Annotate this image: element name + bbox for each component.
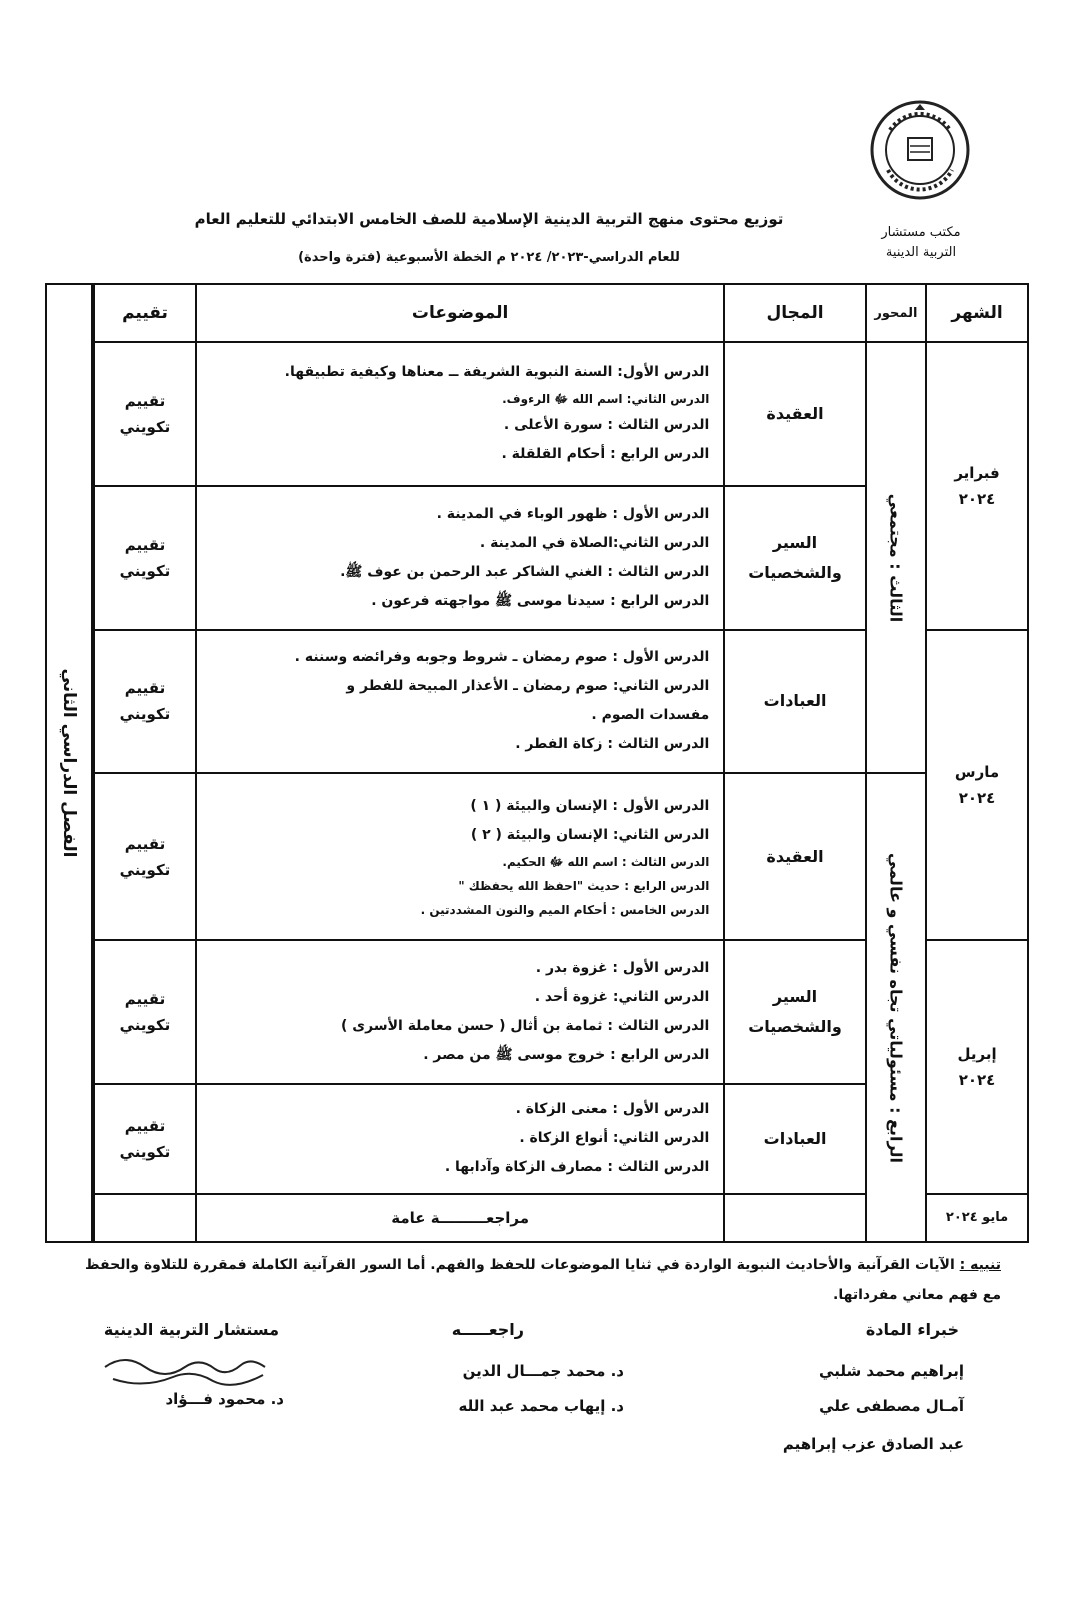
header-field: المجال <box>724 284 865 342</box>
table-header-row <box>94 284 1028 342</box>
note-text: الآيات القرآنية والأحاديث النبوية الواردة في ثنايا الموضوعات للحفظ والفهم. أما السور القرآنية الكاملة فمقررة للتلاوة والحفظ مع فهم معاني مفرداتها. <box>85 1257 1001 1303</box>
field-cell: العقيدة <box>724 342 865 486</box>
experts-title: خبراء المادة <box>865 1320 959 1339</box>
field-cell: العبادات <box>724 630 865 774</box>
field-cell: العقيدة <box>724 773 865 940</box>
header-assessment: تقييم <box>94 284 196 342</box>
table-row <box>94 342 1028 486</box>
assessment-cell: تقييم تكويني <box>94 630 196 774</box>
expert-name: عبد الصادق عزب إبراهيم <box>782 1435 964 1453</box>
month-april: إبريل ٢٠٢٤ <box>926 940 1028 1194</box>
expert-name: إبراهيم محمد شلبي <box>819 1362 964 1380</box>
ministry-seal-logo <box>868 90 972 214</box>
assessment-cell: تقييم تكويني <box>94 486 196 630</box>
reviewer-name: د. محمد جمـــال الدين <box>462 1362 624 1380</box>
advisor-title: مستشار التربية الدينية <box>103 1320 279 1339</box>
reviewer-name: د. إيهاب محمد عبد الله <box>458 1397 624 1415</box>
axis-third: الثالث : مجتمعي <box>866 342 926 773</box>
assessment-cell: تقييم تكويني <box>94 773 196 940</box>
expert-name: آمـال مصطفى علي <box>819 1397 964 1415</box>
page-title: توزيع محتوى منهج التربية الدينية الإسلامية للصف الخامس الابتدائي للتعليم العام <box>194 210 784 228</box>
table-row <box>94 773 1028 940</box>
assessment-cell: تقييم تكويني <box>94 940 196 1084</box>
header-axis: المحور <box>866 284 926 342</box>
note <box>71 1250 1001 1310</box>
topics-cell: الدرس الأول : ظهور الوباء في المدينة . الدرس الثاني:الصلاة في المدينة . الدرس الثالث : الغني الشاكر عبد الرحمن بن عوف ﷺ. الدرس الرابع : سيدنا موسى ﷺ مواجهته فرعون . <box>196 486 724 630</box>
month-may: مايو ٢٠٢٤ <box>926 1194 1028 1242</box>
note-label: تنبيه : <box>959 1257 1001 1273</box>
semester-label: الفصل الدراسي الثاني <box>45 283 93 1243</box>
advisor-name: د. محمود فـــؤاد <box>165 1390 284 1408</box>
axis-fourth: الرابع : مسئولياتي تجاه نفسي و عالمي <box>866 773 926 1242</box>
topics-cell: الدرس الأول : صوم رمضان ـ شروط وجوبه وفرائضه وسننه . الدرس الثاني: صوم رمضان ـ الأعذار المبيحة للفطر و مفسدات الصوم . الدرس الثالث : زكاة الفطر . <box>196 630 724 774</box>
field-cell: السير والشخصيات <box>724 940 865 1084</box>
month-march: مارس ٢٠٢٤ <box>926 630 1028 940</box>
topics-cell: الدرس الأول: السنة النبوية الشريفة ــ معناها وكيفية تطبيقها. الدرس الثاني: اسم الله ﷻ الرءوف. الدرس الثالث : سورة الأعلى . الدرس الرابع : أحكام القلقلة . <box>196 342 724 486</box>
review-cell: مراجعـــــــــة عامة <box>196 1194 724 1242</box>
field-cell: العبادات <box>724 1084 865 1194</box>
topics-cell: الدرس الأول : معنى الزكاة . الدرس الثاني: أنواع الزكاة . الدرس الثالث : مصارف الزكاة وآدابها . <box>196 1084 724 1194</box>
reviewers-title: راجعـــــه <box>451 1320 524 1339</box>
curriculum-table <box>93 283 1029 1243</box>
header-month: الشهر <box>926 284 1028 342</box>
assessment-cell: تقييم تكويني <box>94 342 196 486</box>
topics-cell: الدرس الأول : الإنسان والبيئة ( ١ ) الدرس الثاني: الإنسان والبيئة ( ٢ ) الدرس الثالث : اسم الله ﷻ الحكيم. الدرس الرابع : حديث "احفظ الله يحفظك " الدرس الخامس : أحكام الميم والنون المشددتين . <box>196 773 724 940</box>
header-topics: الموضوعات <box>196 284 724 342</box>
assessment-cell-empty <box>94 1194 196 1242</box>
assessment-cell: تقييم تكويني <box>94 1084 196 1194</box>
topics-cell: الدرس الأول : غزوة بدر . الدرس الثاني: غزوة أحد . الدرس الثالث : ثمامة بن أثال ( حسن معاملة الأسرى ) الدرس الرابع : خروج موسى ﷺ من مصر . <box>196 940 724 1084</box>
field-cell: السير والشخصيات <box>724 486 865 630</box>
office-name: مكتب مستشار التربية الدينية <box>881 225 961 260</box>
page-subtitle: للعام الدراسي-٢٠٢٣/ ٢٠٢٤ م الخطة الأسبوعية (فترة واحدة) <box>298 250 680 265</box>
field-cell-empty <box>724 1194 865 1242</box>
month-february: فبراير ٢٠٢٤ <box>926 342 1028 630</box>
